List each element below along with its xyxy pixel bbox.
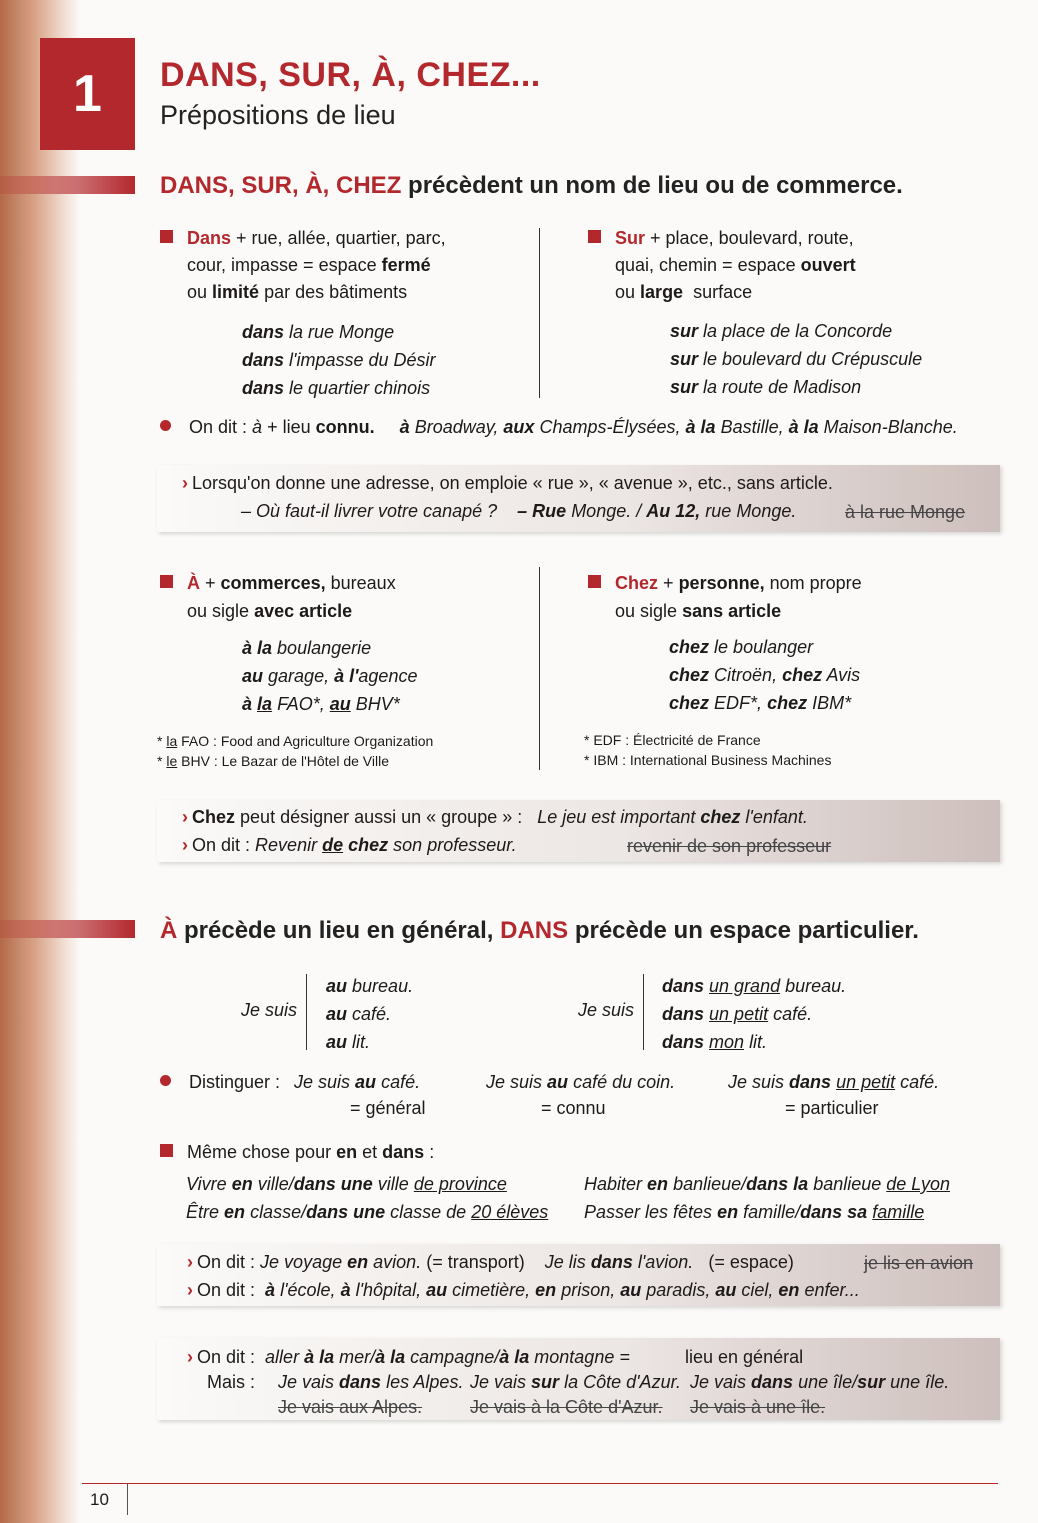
txt: FAO : Food and Agriculture Organization [181, 733, 434, 749]
txt: à la [499, 1347, 530, 1367]
txt: Être [186, 1202, 220, 1222]
rule-line: quai, chemin = espace [615, 255, 796, 275]
txt: dans [339, 1372, 382, 1392]
txt: avec article [254, 601, 353, 621]
rule-line: surface [693, 282, 753, 302]
dans-rule [160, 225, 446, 306]
chevron-icon: › [182, 835, 188, 855]
txt: enfer... [804, 1280, 860, 1300]
note-line [187, 1280, 860, 1301]
txt: banlieue/ [673, 1174, 747, 1194]
section-bar [0, 920, 135, 938]
txt: précède un lieu en général, [184, 917, 494, 944]
column-divider [539, 567, 540, 770]
txt: mon [709, 1032, 745, 1052]
page-subtitle: Prépositions de lieu [160, 100, 396, 130]
txt: en [224, 1202, 246, 1222]
txt: commerces, [220, 573, 326, 593]
txt: à [399, 417, 410, 437]
txt: lit. [352, 1032, 371, 1052]
txt: chez [782, 665, 823, 685]
txt: BHV* [355, 694, 400, 714]
incorrect-example: Je vais à une île. [690, 1397, 826, 1417]
section-bar [0, 176, 135, 194]
keyword-a: À [187, 573, 200, 593]
ex-prep: sur [670, 321, 699, 341]
txt: FAO*, [277, 694, 325, 714]
keyword-sur: Sur [615, 228, 646, 248]
square-bullet [160, 230, 173, 243]
txt: ciel, [741, 1280, 774, 1300]
txt: À [160, 917, 178, 944]
txt: et [362, 1142, 378, 1162]
txt: un petit [709, 1004, 769, 1024]
txt: Passer les fêtes [584, 1202, 713, 1222]
rule-bold: limité [212, 282, 260, 302]
chapter-number: 1 [40, 38, 135, 150]
txt: * EDF : Électricité de France [584, 732, 761, 748]
page-title: DANS, SUR, À, CHEZ... [160, 56, 541, 94]
note-line [187, 1252, 794, 1273]
txt: Je lis [544, 1252, 586, 1272]
txt: au [326, 1004, 348, 1024]
txt: un petit [836, 1072, 896, 1092]
rule-line: + place, boulevard, route, [650, 228, 854, 248]
chevron-icon: › [187, 1252, 193, 1272]
txt: Habiter [584, 1174, 643, 1194]
txt: la Côte d'Azur. [564, 1372, 681, 1392]
txt: rue Monge. [705, 501, 797, 521]
ex-text: la route de Madison [703, 377, 862, 397]
txt: + [663, 573, 674, 593]
txt: paradis, [646, 1280, 711, 1300]
txt: à la [375, 1347, 406, 1367]
txt: à [340, 1280, 351, 1300]
a-rule [160, 569, 396, 625]
chez-footnotes [584, 730, 831, 770]
round-bullet [160, 1075, 171, 1086]
rule-line: ou [615, 282, 636, 302]
ex-prep: dans [242, 378, 285, 398]
note-box-chez [157, 800, 1000, 862]
txt: Je vais [690, 1372, 747, 1392]
dist-ex3 [728, 1072, 939, 1093]
txt: famille/ [743, 1202, 801, 1222]
rule-line: cour, impasse = espace [187, 255, 377, 275]
txt: * [157, 733, 163, 749]
txt: Lorsqu'on donne une adresse, on emploie « rue », « avenue », etc., sans article. [192, 473, 833, 493]
txt: sans article [682, 601, 782, 621]
txt: DANS [500, 917, 569, 944]
bracket-line [306, 974, 307, 1050]
txt: café. [352, 1004, 392, 1024]
chez-rule [588, 569, 862, 625]
incorrect-example: je lis en avion [864, 1253, 974, 1273]
txt: ville [377, 1174, 409, 1194]
txt: Je suis [294, 1072, 351, 1092]
heading-text: précèdent un nom de lieu ou de commerce. [408, 172, 903, 199]
txt: à l' [334, 666, 359, 686]
txt: campagne/ [410, 1347, 500, 1367]
txt: au [715, 1280, 737, 1300]
txt: connu. [315, 417, 375, 437]
note-box-aller [157, 1338, 1000, 1420]
txt: – Rue [517, 501, 567, 521]
txt: dans [662, 1004, 705, 1024]
square-bullet [160, 575, 173, 588]
txt: banlieue [813, 1174, 882, 1194]
txt: café. [773, 1004, 813, 1024]
note-box-address [157, 465, 1000, 532]
ex-prep: dans [242, 350, 285, 370]
note-example [241, 501, 796, 522]
incorrect-example: Je vais à la Côte d'Azur. [470, 1397, 663, 1417]
txt: dans [590, 1252, 633, 1272]
dist-meaning: = connu [541, 1098, 606, 1118]
je-suis-label: Je suis [241, 1000, 298, 1020]
square-bullet [588, 575, 601, 588]
txt: agence [358, 666, 418, 686]
note-line [182, 835, 517, 856]
txt: dans une [293, 1174, 373, 1194]
txt: aux [503, 417, 535, 437]
ex-prep: sur [670, 377, 699, 397]
note-box-avion [157, 1244, 1000, 1306]
txt: BHV : Le Bazar de l'Hôtel de Ville [181, 753, 390, 769]
incorrect-example: revenir de son professeur [627, 836, 832, 856]
txt: à la [304, 1347, 335, 1367]
txt: les Alpes. [386, 1372, 464, 1392]
txt: famille [872, 1202, 925, 1222]
txt: l'hôpital, [355, 1280, 422, 1300]
dist-meaning: = général [350, 1098, 426, 1118]
txt: Citroën, [714, 665, 778, 685]
txt: au [426, 1280, 448, 1300]
bracket-line [643, 974, 644, 1050]
txt: chez [767, 693, 808, 713]
txt: Je voyage [260, 1252, 343, 1272]
txt: une île. [890, 1372, 950, 1392]
txt: la [166, 733, 178, 749]
txt: Je vais [278, 1372, 335, 1392]
txt: montagne = [534, 1347, 630, 1367]
rule-bold: large [640, 282, 684, 302]
mais-ex2 [470, 1372, 681, 1393]
txt: Le jeu est important [537, 807, 696, 827]
txt: au [329, 694, 351, 714]
txt: peut désigner aussi un « groupe » : [240, 807, 523, 827]
txt: * IBM : International Business Machines [584, 752, 832, 768]
round-bullet [160, 420, 171, 431]
chevron-icon: › [182, 807, 188, 827]
square-bullet [588, 230, 601, 243]
txt: le [166, 753, 178, 769]
mais-ex3 [690, 1372, 949, 1393]
txt: dans une [306, 1202, 386, 1222]
txt: chez [669, 665, 710, 685]
txt: : [429, 1142, 435, 1162]
txt: classe/ [250, 1202, 307, 1222]
txt: la [257, 694, 273, 714]
txt: de province [413, 1174, 507, 1194]
dans-examples [242, 318, 436, 402]
ex-text: la place de la Concorde [703, 321, 893, 341]
txt: lit. [749, 1032, 768, 1052]
book-spine-shading [0, 0, 80, 1523]
txt: Broadway, [414, 417, 499, 437]
sur-rule [588, 225, 856, 306]
meme-chose [160, 1142, 434, 1163]
rule-line: ou [187, 282, 208, 302]
txt: On dit : [197, 1280, 256, 1300]
txt: au [547, 1072, 569, 1092]
txt: Même chose pour [187, 1142, 332, 1162]
txt: On dit : [197, 1252, 256, 1272]
txt: prison, [561, 1280, 616, 1300]
txt: – Où faut-il livrer votre canapé ? [241, 501, 498, 521]
txt: dans [662, 1032, 705, 1052]
txt: une île/ [798, 1372, 858, 1392]
txt: ou sigle [187, 601, 250, 621]
txt: aller [265, 1347, 300, 1367]
chevron-icon: › [187, 1280, 193, 1300]
footer-rule [128, 1483, 998, 1484]
txt: son professeur. [393, 835, 517, 855]
txt: au [355, 1072, 377, 1092]
txt: On dit : [189, 417, 248, 437]
txt: de [322, 835, 344, 855]
txt: dans [382, 1142, 425, 1162]
txt: à la [788, 417, 819, 437]
ex-text: la rue Monge [289, 322, 395, 342]
txt: 20 élèves [471, 1202, 549, 1222]
txt: Revenir [255, 835, 318, 855]
note-line [182, 807, 808, 828]
chevron-icon: › [182, 473, 188, 493]
txt: dans [789, 1072, 832, 1092]
txt: (= transport) [426, 1252, 525, 1272]
txt: Avis [826, 665, 861, 685]
txt: Champs-Élysées, [539, 417, 681, 437]
txt: boulangerie [277, 638, 372, 658]
txt: chez [700, 807, 741, 827]
txt: On dit : [197, 1347, 256, 1367]
rule-bold: ouvert [800, 255, 856, 275]
keyword-chez: Chez [615, 573, 659, 593]
ex-text: l'impasse du Désir [289, 350, 436, 370]
txt: (= espace) [708, 1252, 794, 1272]
txt: + lieu [267, 417, 311, 437]
txt: mer/ [339, 1347, 376, 1367]
txt: garage, [268, 666, 330, 686]
keyword-dans: Dans [187, 228, 232, 248]
txt: au [326, 1032, 348, 1052]
rule-bold: fermé [381, 255, 431, 275]
incorrect-example: Je vais aux Alpes. [278, 1397, 423, 1417]
txt: Bastille, [720, 417, 784, 437]
txt: café du coin. [573, 1072, 676, 1092]
txt: chez [348, 835, 389, 855]
txt: à [265, 1280, 276, 1300]
txt: l'avion. [637, 1252, 694, 1272]
txt: bureaux [330, 573, 396, 593]
txt: avion. [373, 1252, 422, 1272]
txt: au [242, 666, 264, 686]
rule-line: par des bâtiments [264, 282, 408, 302]
txt: chez [669, 693, 710, 713]
txt: nom propre [769, 573, 862, 593]
heading-keywords: DANS, SUR, À, CHEZ [160, 172, 402, 199]
column-divider [539, 228, 540, 398]
txt: sur [531, 1372, 560, 1392]
incorrect-example: à la rue Monge [845, 502, 966, 522]
txt: Monge. / [571, 501, 642, 521]
txt: le boulanger [714, 637, 814, 657]
section3-heading [160, 917, 919, 945]
txt: sur [857, 1372, 886, 1392]
txt: Vivre [186, 1174, 227, 1194]
au-examples [326, 972, 413, 1056]
txt: au [620, 1280, 642, 1300]
txt: dans la [746, 1174, 809, 1194]
dist-ex1 [294, 1072, 420, 1093]
dans-examples-2 [662, 972, 846, 1056]
txt: Je vais [470, 1372, 527, 1392]
txt: dans [751, 1372, 794, 1392]
mais-ex1 [278, 1372, 463, 1393]
ex-prep: dans [242, 322, 285, 342]
chez-examples [669, 633, 860, 717]
txt: à la [242, 638, 273, 658]
section1-heading [160, 172, 903, 200]
txt: à [252, 417, 263, 437]
note-line [182, 473, 833, 494]
txt: l'enfant. [745, 807, 808, 827]
txt: précède un espace particulier. [574, 917, 919, 944]
txt: en [647, 1174, 669, 1194]
txt: café. [900, 1072, 940, 1092]
txt: à [242, 694, 253, 714]
txt: en [231, 1174, 253, 1194]
dist-ex2 [486, 1072, 675, 1093]
txt: cimetière, [452, 1280, 531, 1300]
sur-examples [670, 317, 922, 401]
txt: bureau. [785, 976, 847, 996]
txt: chez [669, 637, 710, 657]
txt: en [347, 1252, 369, 1272]
txt: Je suis [728, 1072, 785, 1092]
a-footnotes [157, 731, 433, 771]
txt: dans sa [800, 1202, 868, 1222]
txt: au [326, 976, 348, 996]
ex-prep: sur [670, 349, 699, 369]
txt: dans [662, 976, 705, 996]
txt: à la [685, 417, 716, 437]
en-dans-left [186, 1170, 548, 1226]
txt: Chez [192, 807, 236, 827]
je-suis-label: Je suis [578, 1000, 635, 1020]
txt: IBM* [812, 693, 852, 713]
ex-text: le boulevard du Crépuscule [703, 349, 923, 369]
txt: ou sigle [615, 601, 678, 621]
txt: bureau. [352, 976, 414, 996]
chevron-icon: › [187, 1347, 193, 1367]
note-line [187, 1347, 630, 1368]
square-bullet [160, 1144, 173, 1157]
txt: l'école, [280, 1280, 336, 1300]
txt: ville/ [257, 1174, 294, 1194]
dist-meaning: = particulier [785, 1098, 879, 1118]
txt: café. [381, 1072, 421, 1092]
rule-line: + rue, allée, quartier, parc, [236, 228, 446, 248]
txt: en [336, 1142, 358, 1162]
mais-label: Mais : [207, 1372, 256, 1392]
txt: + [205, 573, 216, 593]
txt: Distinguer : [189, 1072, 281, 1092]
txt: personne, [678, 573, 765, 593]
page-number: 10 [82, 1483, 128, 1515]
a-examples [242, 634, 417, 718]
txt: * [157, 753, 163, 769]
txt: en [535, 1280, 557, 1300]
ex-text: le quartier chinois [289, 378, 431, 398]
txt: Je suis [486, 1072, 543, 1092]
txt: de Lyon [886, 1174, 951, 1194]
txt: un grand [709, 976, 781, 996]
txt: Au 12, [646, 501, 701, 521]
txt: en [717, 1202, 739, 1222]
txt: en [778, 1280, 800, 1300]
en-dans-right [584, 1170, 950, 1226]
txt: Maison-Blanche. [823, 417, 958, 437]
distinguer-label [160, 1072, 280, 1093]
lieu-general: lieu en général [685, 1347, 804, 1367]
txt: On dit : [192, 835, 251, 855]
ondit-line [160, 417, 958, 438]
txt: EDF*, [714, 693, 763, 713]
txt: classe de [390, 1202, 467, 1222]
